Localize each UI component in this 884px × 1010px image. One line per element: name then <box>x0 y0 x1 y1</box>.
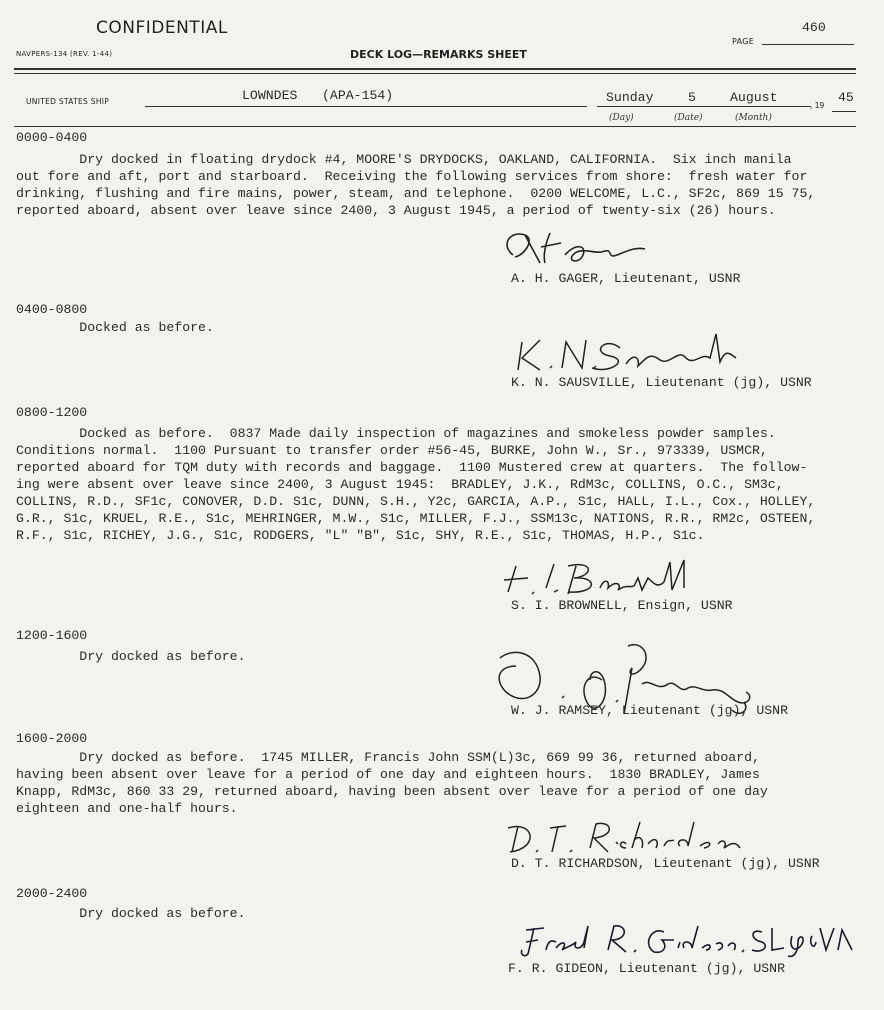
ship-name-line <box>145 106 587 107</box>
classification-label: CONFIDENTIAL <box>96 18 228 38</box>
watch-remarks-line: drinking, flushing and fire mains, power, steam, and telephone. 0200 WELCOME, L.C., SF2c, 869 15 75, <box>16 186 816 201</box>
watch-remarks-line: Dry docked as before. 1745 MILLER, Francis John SSM(L)3c, 669 99 36, returned aboard, <box>16 750 760 765</box>
watch-period: 0400-0800 <box>16 302 88 317</box>
handwritten-signature <box>498 558 708 600</box>
watch-remarks-line: R.F., S1c, RICHEY, J.G., S1c, RODGERS, "L" "B", S1c, SHY, R.E., S1c, THOMAS, H.P., S1c. <box>16 528 705 543</box>
watch-remarks-line: Dry docked in floating drydock #4, MOORE'S DRYDOCKS, OAKLAND, CALIFORNIA. Six inch manila <box>16 152 792 167</box>
month-value: August <box>730 90 778 105</box>
watch-remarks-line: out fore and aft, port and starboard. Receiving the following services from shore: fresh water for <box>16 169 808 184</box>
watch-remarks-line: reported aboard, absent over leave since 2400, 3 August 1945, a period of twenty-six (26) hours. <box>16 203 776 218</box>
watch-remarks-line: G.R., S1c, KRUEL, R.E., S1c, MEHRINGER, M.W., S1c, MILLER, F.J., SSM13c, NATIONS, R.R., RM2c, OSTEEN, <box>16 511 816 526</box>
signer-name: A. H. GAGER, Lieutenant, USNR <box>511 271 741 286</box>
watch-remarks-line: eighteen and one-half hours. <box>16 801 238 816</box>
signer-name: W. J. RAMSEY, Lieutenant (jg), USNR <box>511 703 788 718</box>
sheet-title: DECK LOG—REMARKS SHEET <box>350 48 527 61</box>
header-rule-top <box>14 68 856 70</box>
hull-number: (APA-154) <box>322 88 394 103</box>
signer-name: D. T. RICHARDSON, Lieutenant (jg), USNR <box>511 856 820 871</box>
date-line <box>597 106 811 107</box>
ship-label: UNITED STATES SHIP <box>26 97 110 106</box>
signer-name: F. R. GIDEON, Lieutenant (jg), USNR <box>508 961 785 976</box>
watch-remarks-line: Docked as before. 0837 Made daily inspection of magazines and smokeless powder samples. <box>16 426 776 441</box>
handwritten-signature <box>516 920 856 960</box>
year-prefix: , 19 <box>810 101 825 110</box>
watch-remarks-line: Dry docked as before. <box>16 906 246 921</box>
watch-period: 0800-1200 <box>16 405 88 420</box>
day-caption: (Day) <box>609 113 634 123</box>
date-caption: (Date) <box>674 113 703 123</box>
watch-period: 1200-1600 <box>16 628 88 643</box>
watch-remarks-line: reported aboard for TQM duty with records and baggage. 1100 Mustered crew at quarters. The follow- <box>16 460 808 475</box>
watch-remarks-line: Dry docked as before. <box>16 649 246 664</box>
handwritten-signature <box>504 818 754 858</box>
watch-remarks-line: Conditions normal. 1100 Pursuant to transfer order #56-45, BURKE, John W., Sr., 973339, USMCR, <box>16 443 768 458</box>
day-value: Sunday <box>606 90 654 105</box>
header-rule-bottom <box>14 73 856 74</box>
watch-period: 1600-2000 <box>16 731 88 746</box>
signer-name: K. N. SAUSVILLE, Lieutenant (jg), USNR <box>511 375 812 390</box>
date-value: 5 <box>688 90 696 105</box>
form-number: NAVPERS-134 (REV. 1-44) <box>16 50 113 58</box>
watch-remarks-line: Knapp, RdM3c, 860 33 29, returned aboard, having been absent over leave for a period of one day <box>16 784 768 799</box>
year-line <box>832 111 856 112</box>
handwritten-signature <box>510 328 750 376</box>
watch-remarks-line: ing were absent over leave since 2400, 3 August 1945: BRADLEY, J.K., RdM3c, COLLINS, O.C., SM3c, <box>16 477 784 492</box>
ship-name: LOWNDES <box>242 88 298 103</box>
watch-remarks-line: Docked as before. <box>16 320 214 335</box>
page-number-line <box>762 44 854 45</box>
watch-remarks-line: COLLINS, R.D., SF1c, CONOVER, D.D. S1c, DUNN, S.H., Y2c, GARCIA, A.P., S1c, HALL, I.L., Cox., HOLLEY, <box>16 494 816 509</box>
year-value: 45 <box>838 90 854 105</box>
month-caption: (Month) <box>735 113 772 123</box>
header-rule-end <box>14 126 856 127</box>
page-label: PAGE <box>732 37 755 46</box>
handwritten-signature <box>495 225 665 275</box>
page-number: 460 <box>802 20 826 35</box>
watch-remarks-line: having been absent over leave for a period of one day and eighteen hours. 1830 BRADLEY, James <box>16 767 760 782</box>
signer-name: S. I. BROWNELL, Ensign, USNR <box>511 598 733 613</box>
watch-period: 0000-0400 <box>16 130 88 145</box>
watch-period: 2000-2400 <box>16 886 88 901</box>
